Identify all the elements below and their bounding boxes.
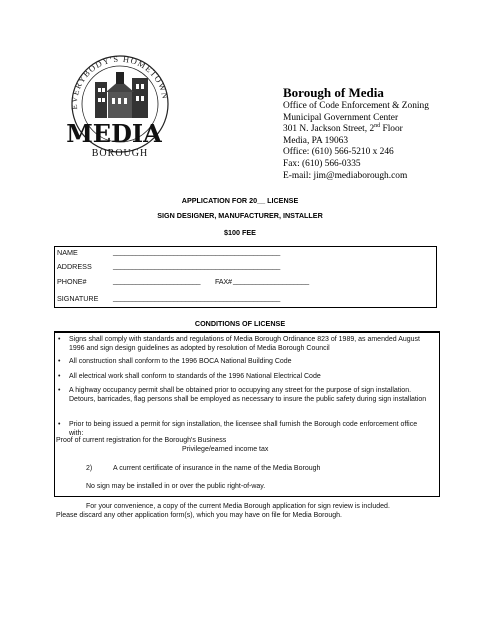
bullet-icon: • (58, 358, 61, 365)
fax-field[interactable]: ____________________ (233, 276, 309, 285)
privilege-tax: Privilege/earned income tax (182, 446, 269, 453)
seal-subtitle: BOROUGH (91, 148, 149, 159)
proof-of-registration: Proof of current registration for the Borough's Business (56, 437, 227, 444)
no-sign-notice: No sign may be installed in or over the public right-of-way. (86, 483, 266, 490)
org-office: Office of Code Enforcement & Zoning (283, 101, 429, 111)
bullet-icon: • (58, 421, 61, 428)
org-street (283, 124, 429, 136)
org-street-tail: Floor (380, 124, 403, 135)
org-street-sup: nd (374, 123, 381, 130)
name-label: NAME (57, 248, 78, 257)
address-label: ADDRESS (57, 262, 92, 271)
application-title: APPLICATION FOR 20__ LICENSE (181, 196, 299, 205)
org-name: Borough of Media (283, 85, 384, 100)
org-city: Media, PA 19063 (283, 135, 349, 146)
organization-address (283, 84, 429, 182)
org-fax: Fax: (610) 566-0335 (283, 158, 361, 169)
bullet-icon: • (58, 387, 61, 394)
borough-seal-icon (50, 52, 178, 164)
bullet-icon: • (58, 373, 61, 380)
footer-line-1: For your convenience, a copy of the current Media Borough application for sign review is included. (86, 503, 390, 510)
bullet-icon: • (58, 336, 61, 343)
name-field[interactable]: ____________________________________________ (113, 247, 281, 256)
condition-text: Prior to being issued a permit for sign installation, the licensee shall furnish the Borough code enforcement office with: (69, 421, 418, 437)
condition-text: All electrical work shall conform to standards of the 1996 National Electrical Code (69, 373, 321, 380)
footer-note (56, 502, 436, 520)
condition-item (57, 358, 433, 367)
signature-field[interactable]: ____________________________________________ (113, 293, 281, 302)
org-center: Municipal Government Center (283, 112, 399, 123)
org-phone: Office: (610) 566-5210 x 246 (283, 147, 394, 158)
seal-town-name: MEDIA (66, 119, 162, 148)
org-email[interactable]: E-mail: jim@mediaborough.com (283, 170, 408, 181)
address-field[interactable]: ____________________________________________ (113, 261, 281, 270)
fee-label: $100 FEE (224, 228, 256, 237)
condition-item (57, 421, 433, 438)
condition-text: All construction shall conform to the 1996 BOCA National Building Code (69, 358, 292, 365)
condition-item (57, 336, 433, 353)
org-street-text: 301 N. Jackson Street, 2 (283, 124, 375, 135)
condition-item (57, 387, 433, 404)
phone-field[interactable]: _______________________ (113, 276, 201, 285)
condition-text: A highway occupancy permit shall be obtained prior to occupying any street for the purpose of sign installation. Detours, barricades, flag persons shall be employed as necessary to insure the public safety during sign installation (69, 387, 427, 403)
condition-item (57, 373, 433, 382)
signature-label: SIGNATURE (57, 294, 99, 303)
fax-label: FAX# (215, 277, 232, 286)
item-2-number: 2) (86, 465, 93, 472)
phone-label: PHONE# (57, 277, 87, 286)
conditions-title: CONDITIONS OF LICENSE (194, 319, 286, 328)
footer-line-2: Please discard any other application form(s), which you may have on file for Media Borough. (56, 512, 342, 519)
item-2-text: A current certificate of insurance in the name of the Media Borough (113, 465, 321, 472)
condition-text: Signs shall comply with standards and regulations of Media Borough Ordinance 823 of 1989, as amended August 1996 and sign design guidelines as adopted by resolution of Media Borough Council (69, 336, 420, 352)
seal-ring-text: EVERYBODY'S HOMETOWN (68, 53, 171, 110)
applicant-info-box (54, 246, 437, 308)
application-subtitle: SIGN DESIGNER, MANUFACTURER, INSTALLER (157, 211, 323, 220)
